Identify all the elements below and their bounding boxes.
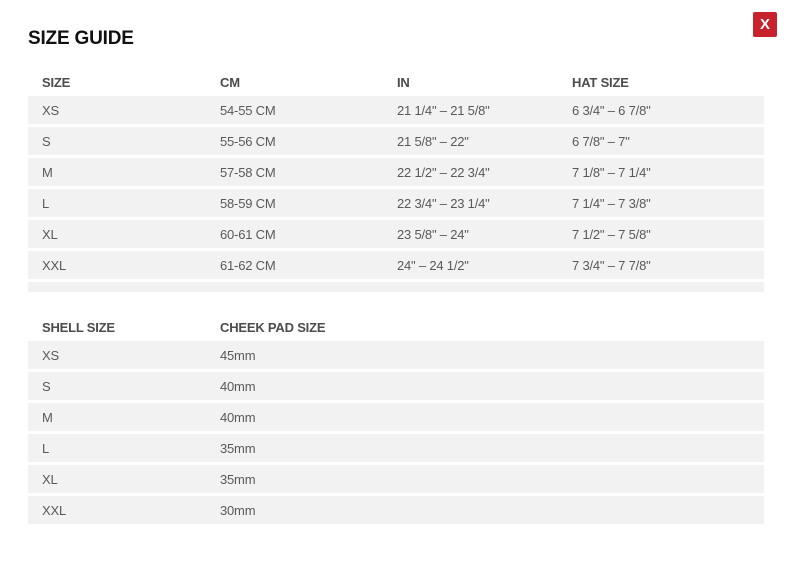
column-header: HAT SIZE (572, 74, 629, 90)
size-guide-content (28, 68, 764, 527)
table-cell: S (42, 378, 51, 394)
table-cell: 7 1/2" – 7 5/8" (572, 226, 651, 242)
table-cell: M (42, 164, 53, 180)
table-divider-strip (28, 282, 764, 292)
table-cell: 45mm (220, 347, 256, 363)
table-row (28, 189, 764, 217)
table-cell: L (42, 195, 50, 211)
table-cell: XL (42, 226, 58, 242)
column-header: SHELL SIZE (42, 319, 115, 335)
table-cell: XS (42, 347, 59, 363)
table-cell: 54-55 CM (220, 102, 276, 118)
page-title: SIZE GUIDE (28, 28, 134, 49)
table-cell: M (42, 409, 53, 425)
table-cell: XXL (42, 502, 66, 518)
column-header: CM (220, 74, 240, 90)
table-row (28, 403, 764, 431)
table-cell: 40mm (220, 409, 256, 425)
table-row (28, 465, 764, 493)
shell-size-table-header-row (28, 313, 764, 341)
table-row (28, 220, 764, 248)
table-cell: 24" – 24 1/2" (397, 257, 469, 273)
table-row (28, 251, 764, 279)
table-cell: 57-58 CM (220, 164, 276, 180)
table-cell: 21 1/4" – 21 5/8" (397, 102, 490, 118)
column-header: CHEEK PAD SIZE (220, 319, 326, 335)
shell-size-table (28, 313, 764, 524)
table-cell: 30mm (220, 502, 256, 518)
table-row (28, 96, 764, 124)
table-cell: 61-62 CM (220, 257, 276, 273)
table-row (28, 372, 764, 400)
helmet-size-table-header-row (28, 68, 764, 96)
table-cell: L (42, 440, 50, 456)
table-cell: 6 3/4" – 6 7/8" (572, 102, 651, 118)
table-cell: XS (42, 102, 59, 118)
table-row (28, 496, 764, 524)
table-cell: XL (42, 471, 58, 487)
table-cell: 21 5/8" – 22" (397, 133, 469, 149)
table-cell: 35mm (220, 440, 256, 456)
table-cell: 7 1/4" – 7 3/8" (572, 195, 651, 211)
table-row (28, 341, 764, 369)
table-cell: 23 5/8" – 24" (397, 226, 469, 242)
table-row (28, 434, 764, 462)
table-cell: 22 3/4" – 23 1/4" (397, 195, 490, 211)
table-cell: 58-59 CM (220, 195, 276, 211)
column-header: SIZE (42, 74, 71, 90)
table-row (28, 158, 764, 186)
column-header: IN (397, 74, 410, 90)
table-cell: 22 1/2" – 22 3/4" (397, 164, 490, 180)
table-cell: 40mm (220, 378, 256, 394)
table-cell: 60-61 CM (220, 226, 276, 242)
table-cell: 7 3/4" – 7 7/8" (572, 257, 651, 273)
table-row (28, 127, 764, 155)
table-cell: XXL (42, 257, 66, 273)
table-cell: 35mm (220, 471, 256, 487)
table-cell: 7 1/8" – 7 1/4" (572, 164, 651, 180)
table-cell: 55-56 CM (220, 133, 276, 149)
table-cell: S (42, 133, 51, 149)
close-button[interactable]: X (753, 12, 777, 37)
table-cell: 6 7/8" – 7" (572, 133, 630, 149)
helmet-size-table (28, 68, 764, 279)
